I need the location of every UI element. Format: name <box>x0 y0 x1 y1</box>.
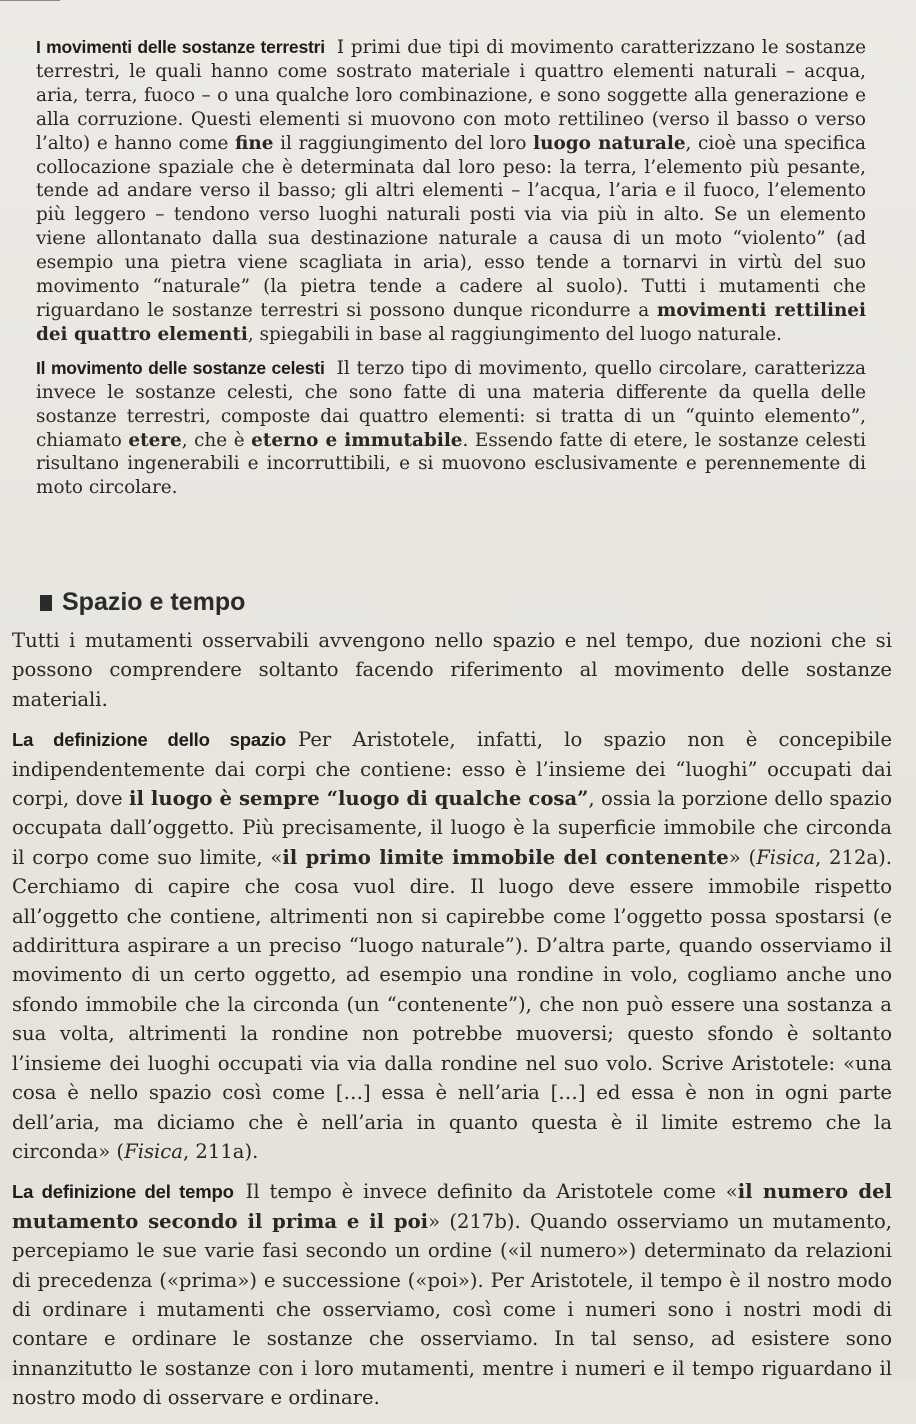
paragraph-celestial-motion: Il movimento delle sostanze celesti Il terzo tipo di movimento, quello circolare, caratterizza invece le sostanze celesti, che sono fatte di una materia differente da quella delle sostanze terrestri, composte dai quattro elementi: si tratta di un “quinto elemento”, chiamato etere, che è eterno e immutabile. Essendo fatte di etere, le sostanze celesti risultano ingenerabili e incorruttibili, e si muovono esclusivamente e perennemente di moto circolare. <box>36 357 867 499</box>
paragraph-terrestrial-motion: I movimenti delle sostanze terrestri I primi due tipi di movimento caratterizzano le sostanze terrestri, le quali hanno come sostrato materiale i quattro elementi naturali – acqua, aria, terra, fuoco – o una qualche loro combinazione, e sono soggette alla generazione e alla corruzione. Questi elementi si muovono con moto rettilineo (verso il basso o verso l’alto) e hanno come fine il raggiungimento del loro luogo naturale, cioè una specifica collocazione spaziale che è determinata dal loro peso: la terra, l’elemento più pesante, tende ad andare verso il basso; gli altri elementi – l’acqua, l’aria e il fuoco, l’elemento più leggero – tendono verso luoghi naturali posti via via più in alto. Se un elemento viene allontanato dalla sua destinazione naturale a causa di un moto “violento” (ad esempio una pietra viene scagliata in aria), esso tende a tornarvi in virtù del suo movimento “naturale” (la pietra tende a cadere al suolo). Tutti i mutamenti che riguardano le sostanze terrestri si possono dunque ricondurre a movimenti rettilinei dei quattro elementi, spiegabili in base al raggiungimento del luogo naturale. <box>36 37 866 345</box>
subheading-terrestrial: I movimenti delle sostanze terrestri <box>36 37 325 57</box>
page-edge-line <box>0 0 60 1</box>
section-title: Spazio e tempo <box>40 588 245 617</box>
section-square-icon <box>40 595 52 611</box>
subheading-time: La definizione del tempo <box>12 1181 234 1203</box>
subheading-celestial: Il movimento delle sostanze celesti <box>36 357 325 378</box>
paragraph-space: La definizione dello spazio Per Aristotele, infatti, lo spazio non è concepibile indipendentemente dai corpi che contiene: esso è l’insieme dei “luoghi” occupati dai corpi, dove il luogo è sempre “luogo di qualche cosa”, ossia la porzione dello spazio occupata dall’oggetto. Più precisamente, il luogo è la superficie immobile che circonda il corpo come suo limite, «il primo limite immobile del contenente» (Fisica, 212a). Cerchiamo di capire che cosa vuol dire. Il luogo deve essere immobile rispetto all’oggetto che contiene, altrimenti non si capirebbe come l’oggetto possa spostarsi (e addirittura aspirare a un preciso “luogo naturale”). D’altra parte, quando osserviamo il movimento di un certo oggetto, ad esempio una rondine in volo, cogliamo anche uno sfondo immobile che la circonda (un “contenente”), che non può essere una sostanza a sua volta, altrimenti la rondine non potrebbe muoversi; questo sfondo è soltanto l’insieme dei luoghi occupati via via dalla rondine nel suo volo. Scrive Aristotele: «una cosa è nello spazio così come […] essa è nell’aria […] ed essa è non in ogni parte dell’aria, ma diciamo che è nell’aria in quanto questa è il limite estremo che la circonda» (Fisica, 211a). <box>12 728 892 1163</box>
paragraph-intro: Tutti i mutamenti osservabili avvengono nello spazio e nel tempo, due nozioni che si possono comprendere soltanto facendo riferimento al movimento delle sostanze materiali. <box>12 629 892 711</box>
lower-column <box>12 626 892 1424</box>
paragraph-time: La definizione del tempo Il tempo è invece definito da Aristotele come «il numero del mutamento secondo il prima e il poi» (217b). Quando osserviamo un mutamento, percepiamo le sue varie fasi secondo un ordine («il numero») determinato da relazioni di precedenza («prima») e successione («poi»). Per Aristotele, il tempo è il nostro modo di ordinare i mutamenti che osserviamo, così come i numeri sono i nostri modi di contare e ordinare le sostanze che osserviamo. In tal senso, ad esistere sono innanzitutto le sostanze con i loro mutamenti, mentre i numeri e il tempo riguardano il nostro modo di osservare e ordinare. <box>12 1180 892 1410</box>
upper-column <box>36 36 866 510</box>
subheading-space: La definizione dello spazio <box>12 729 287 751</box>
